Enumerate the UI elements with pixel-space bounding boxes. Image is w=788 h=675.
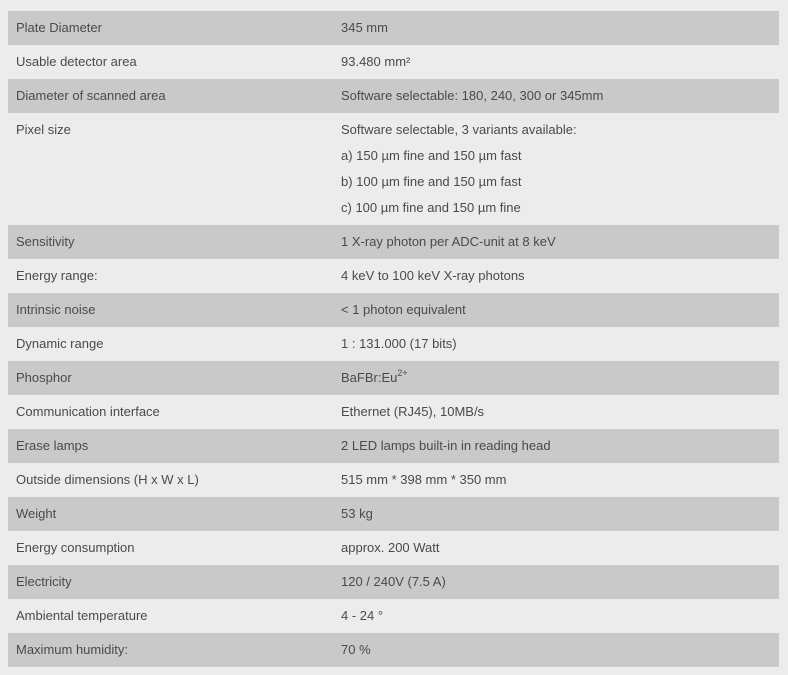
spec-row-plate-diameter (8, 11, 779, 45)
spec-row-usable-area (8, 45, 779, 79)
spec-label: Intrinsic noise (8, 293, 333, 327)
spec-value (333, 113, 779, 225)
spec-label: Communication interface (8, 395, 333, 429)
pixel-size-line: b) 100 µm fine and 150 µm fast (341, 174, 522, 189)
spec-value: 1 : 131.000 (17 bits) (333, 327, 779, 361)
spec-value: 345 mm (333, 11, 779, 45)
phosphor-formula: BaFBr:Eu (341, 370, 398, 385)
spec-row-electricity (8, 565, 779, 599)
spec-label: Outside dimensions (H x W x L) (8, 463, 333, 497)
spec-value: 4 - 24 ° (333, 599, 779, 633)
spec-value: < 1 photon equivalent (333, 293, 779, 327)
phosphor-charge: 2+ (397, 367, 408, 378)
spec-row-energy-range (8, 259, 779, 293)
spec-row-energy-consumption (8, 531, 779, 565)
spec-row-pixel-size (8, 113, 779, 225)
spec-row-erase-lamps (8, 429, 779, 463)
spec-label: Phosphor (8, 361, 333, 395)
spec-label: Diameter of scanned area (8, 79, 333, 113)
spec-row-sensitivity (8, 225, 779, 259)
spec-value: 4 keV to 100 keV X-ray photons (333, 259, 779, 293)
spec-label: Energy consumption (8, 531, 333, 565)
spec-value: 515 mm * 398 mm * 350 mm (333, 463, 779, 497)
spec-row-dimensions (8, 463, 779, 497)
spec-row-scanned-diameter (8, 79, 779, 113)
spec-row-ambient-temperature (8, 599, 779, 633)
spec-label: Weight (8, 497, 333, 531)
spec-label (8, 113, 333, 225)
spec-row-weight (8, 497, 779, 531)
spec-label: Usable detector area (8, 45, 333, 79)
spec-label: Maximum humidity: (8, 633, 333, 667)
spec-value: Software selectable: 180, 240, 300 or 345mm (333, 79, 779, 113)
spec-value: Ethernet (RJ45), 10MB/s (333, 395, 779, 429)
spec-value: approx. 200 Watt (333, 531, 779, 565)
spec-label: Erase lamps (8, 429, 333, 463)
spec-row-communication (8, 395, 779, 429)
spec-label: Sensitivity (8, 225, 333, 259)
spec-label: Dynamic range (8, 327, 333, 361)
spec-value: 93.480 mm² (333, 45, 779, 79)
spec-label: Ambiental temperature (8, 599, 333, 633)
spec-value: 1 X-ray photon per ADC-unit at 8 keV (333, 225, 779, 259)
spec-label: Plate Diameter (8, 11, 333, 45)
spec-label: Energy range: (8, 259, 333, 293)
spec-row-humidity (8, 633, 779, 667)
spec-value (333, 361, 779, 395)
pixel-size-line: a) 150 µm fine and 150 µm fast (341, 148, 522, 163)
pixel-size-line: Software selectable, 3 variants available: (341, 122, 577, 137)
spec-label: Electricity (8, 565, 333, 599)
spec-row-phosphor (8, 361, 779, 395)
spec-row-intrinsic-noise (8, 293, 779, 327)
spec-label-text: Pixel size (16, 122, 71, 137)
specifications-table (8, 11, 779, 667)
spec-value: 2 LED lamps built-in in reading head (333, 429, 779, 463)
spec-value: 120 / 240V (7.5 A) (333, 565, 779, 599)
spec-row-dynamic-range (8, 327, 779, 361)
spec-value: 70 % (333, 633, 779, 667)
pixel-size-line: c) 100 µm fine and 150 µm fine (341, 200, 521, 215)
spec-value: 53 kg (333, 497, 779, 531)
